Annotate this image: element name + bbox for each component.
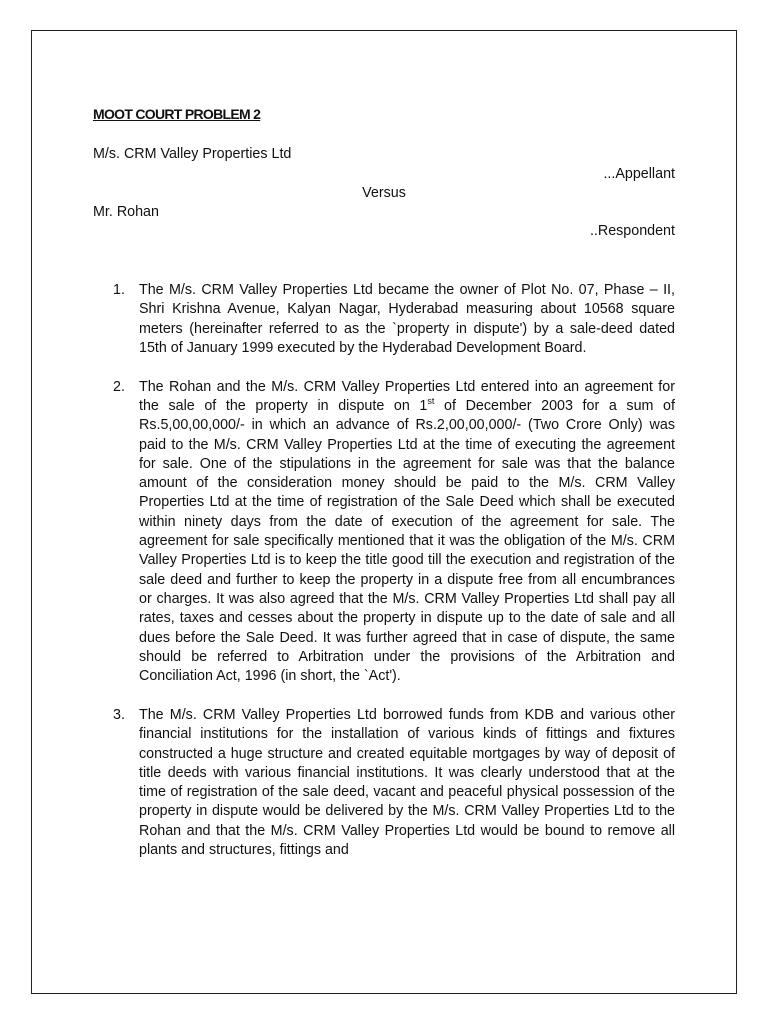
fact-number: 1. [113,282,125,298]
respondent-role: ..Respondent [589,223,675,239]
document-title: MOOT COURT PROBLEM 2 [93,106,261,122]
fact-item [93,706,675,860]
appellant-name: M/s. CRM Valley Properties Ltd [93,146,292,162]
fact-item [93,378,675,687]
fact-text-part: of December 2003 for a sum of Rs.5,00,00,000/- in which an advance of Rs.2,00,00,000/- (Two Crore Only) was paid to the M/s. CRM Valley Properties Ltd at the time of executing the agreement for sale. One of the stipulations in the agreement for sale was that the balance amount of the consideration money should be paid to the M/s. CRM Valley Properties Ltd at the time of registration of the Sale Deed which shall be executed within ninety days from the date of execution of the agreement for sale. The agreement for sale specifically mentioned that it was the obligation of the M/s. CRM Valley Properties Ltd is to keep the title good till the execution and registration of the sale deed and further to keep the property in a dispute free from all encumbrances or charges. It was also agreed that the M/s. CRM Valley Properties Ltd shall pay all rates, taxes and cesses about the property in dispute up to the date of sale and all dues before the Sale Deed. It was further agreed that in case of dispute, the same should be referred to Arbitration under the provisions of the Arbitration and Conciliation Act, 1996 (in short, the `Act'). [139,397,675,685]
fact-text: The M/s. CRM Valley Properties Ltd borrowed funds from KDB and various other financial institutions for the installation of various kinds of fittings and fixtures constructed a huge structure and created equitable mortgages by way of deposit of title deeds with various financial institutions. It was clearly understood that at the time of registration of the sale deed, vacant and peaceful physical possession of the property in dispute would be delivered by the M/s. CRM Valley Properties Ltd to the Rohan and that the M/s. CRM Valley Properties Ltd would be bound to remove all plants and structures, fittings and [139,706,675,859]
versus-label: Versus [362,185,406,201]
facts-list [93,281,675,880]
ordinal-suffix: st [427,396,435,407]
fact-text: The M/s. CRM Valley Properties Ltd became the owner of Plot No. 07, Phase – II, Shri Krishna Avenue, Kalyan Nagar, Hyderabad measuring about 10568 square meters (hereinafter referred to as the `property in dispute') by a sale-deed dated 15th of January 1999 executed by the Hyderabad Development Board. [139,282,675,356]
appellant-role: ...Appellant [603,166,675,182]
fact-number: 2. [113,378,125,395]
fact-text-part: The Rohan and the M/s. CRM Valley Properties Ltd entered into an agreement for the sale of the property in dispute on 1 [139,378,675,414]
fact-number: 3. [113,706,125,723]
fact-item [93,281,675,358]
respondent-name: Mr. Rohan [93,204,159,220]
fact-text [139,378,675,687]
